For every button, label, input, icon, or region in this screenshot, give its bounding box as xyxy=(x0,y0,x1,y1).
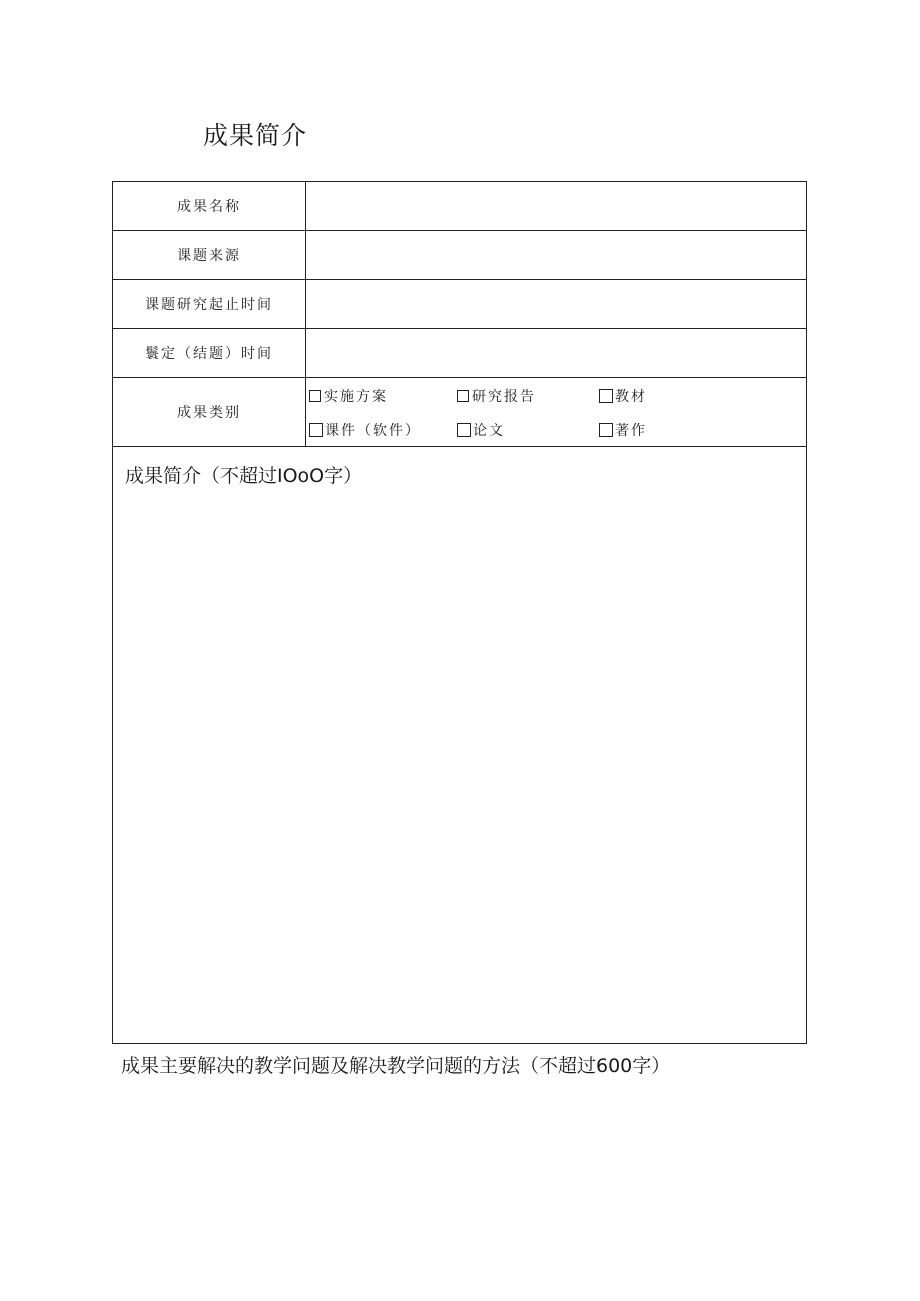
summary-heading: 成果简介（不超过IOoO字） xyxy=(125,465,363,487)
category-option-plan[interactable] xyxy=(309,386,457,406)
form-row-appraisal-time xyxy=(113,329,807,378)
category-options xyxy=(306,378,807,447)
research-period-field[interactable] xyxy=(306,280,807,329)
category-option-paper[interactable] xyxy=(457,420,599,440)
field-label: 课题来源 xyxy=(113,231,306,280)
option-label: 课件（软件） xyxy=(325,423,421,439)
checkbox-icon[interactable] xyxy=(309,390,321,402)
option-label: 著作 xyxy=(615,423,647,439)
option-label: 论文 xyxy=(473,423,505,439)
option-label: 实施方案 xyxy=(324,389,388,405)
form-row-achievement-name xyxy=(113,182,807,231)
achievement-form-table xyxy=(112,181,807,1044)
category-option-textbook[interactable] xyxy=(599,386,719,406)
category-option-courseware[interactable] xyxy=(309,420,457,440)
appraisal-time-field[interactable] xyxy=(306,329,807,378)
checkbox-icon[interactable] xyxy=(599,423,613,437)
page-title: 成果简介 xyxy=(203,121,308,150)
form-row-summary xyxy=(113,447,807,1044)
category-option-report[interactable] xyxy=(457,386,599,406)
checkbox-icon[interactable] xyxy=(457,390,469,402)
form-row-research-period xyxy=(113,280,807,329)
field-label: 鬟定（结题）时间 xyxy=(113,329,306,378)
category-option-book[interactable] xyxy=(599,420,719,440)
field-label: 成果名称 xyxy=(113,182,306,231)
option-label: 研究报告 xyxy=(472,389,536,405)
field-label: 成果类别 xyxy=(113,378,306,447)
option-label: 教材 xyxy=(615,389,647,405)
checkbox-icon[interactable] xyxy=(309,423,323,437)
summary-field[interactable] xyxy=(113,447,807,1044)
achievement-name-field[interactable] xyxy=(306,182,807,231)
field-label: 课题研究起止时间 xyxy=(113,280,306,329)
form-row-category xyxy=(113,378,807,447)
problems-methods-heading: 成果主要解决的教学问题及解决教学问题的方法（不超过600字） xyxy=(121,1055,671,1077)
form-row-project-source xyxy=(113,231,807,280)
checkbox-icon[interactable] xyxy=(599,389,613,403)
checkbox-icon[interactable] xyxy=(457,423,471,437)
project-source-field[interactable] xyxy=(306,231,807,280)
